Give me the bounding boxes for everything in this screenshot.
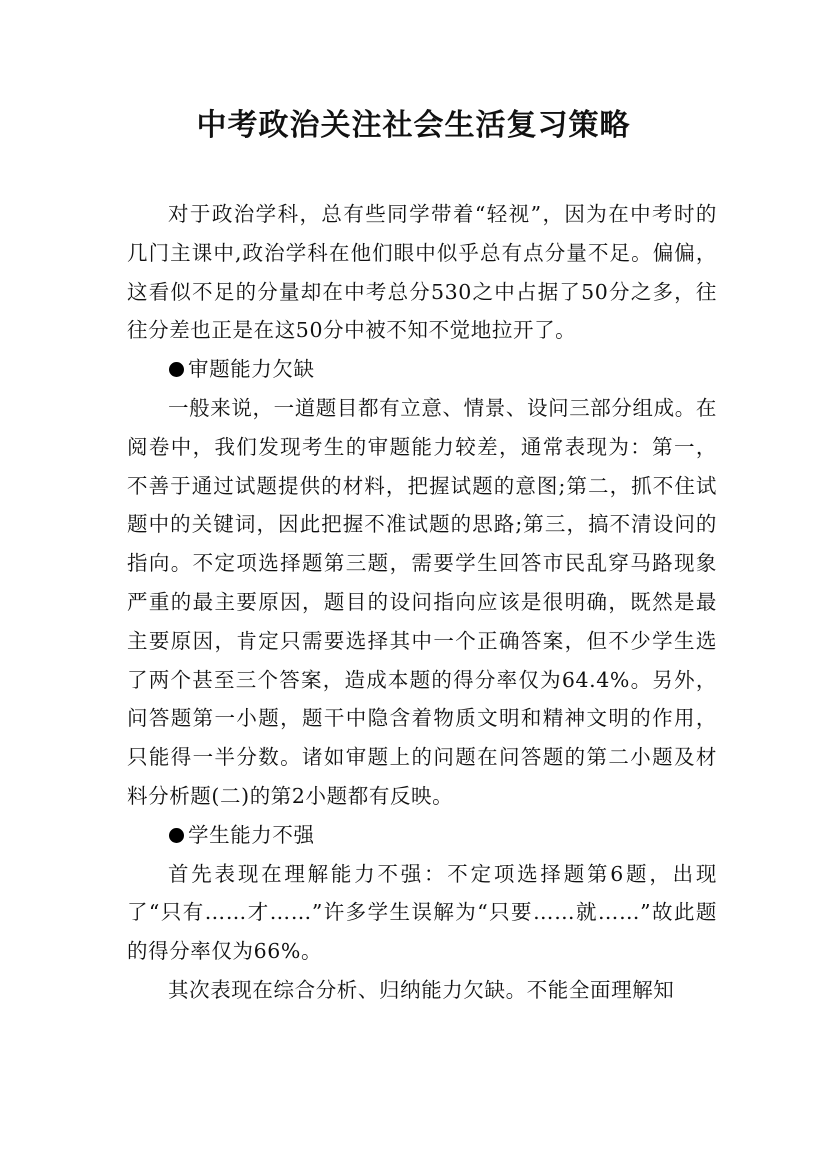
section-paragraph: 首先表现在理解能力不强：不定项选择题第6题，出现了“只有……才……”许多学生误解为“只要……就……”故此题的得分率仅为66%。 — [127, 861, 717, 964]
bullet-icon — [169, 828, 184, 843]
section-heading-review-ability — [127, 350, 717, 389]
intro-paragraph: 对于政治学科，总有些同学带着“轻视”，因为在中考时的几门主课中,政治学科在他们眼中似乎总有点分量不足。偏偏，这看似不足的分量却在中考总分530之中占据了50分之多，往往分差也正是在这50分中被不知不觉地拉开了。 — [127, 202, 717, 343]
section-paragraph: 一般来说，一道题目都有立意、情景、设问三部分组成。在阅卷中，我们发现考生的审题能力较差，通常表现为：第一，不善于通过试题提供的材料，把握试题的意图;第二，抓不住试题中的关键词，因此把握不准试题的思路;第三，搞不清设问的指向。不定项选择题第三题，需要学生回答市民乱穿马路现象严重的最主要原因，题目的设问指向应该是很明确，既然是最主要原因，肯定只需要选择其中一个正确答案，但不少学生选了两个甚至三个答案，造成本题的得分率仅为64.4%。另外，问答题第一小题，题干中隐含着物质文明和精神文明的作用，只能得一半分数。诸如审题上的问题在问答题的第二小题及材料分析题(二)的第2小题都有反映。 — [127, 395, 717, 808]
section-heading-label: 学生能力不强 — [188, 822, 315, 847]
section-heading-label: 审题能力欠缺 — [188, 357, 315, 382]
document-body — [127, 195, 717, 1010]
document-title: 中考政治关注社会生活复习策略 — [196, 108, 631, 143]
section-heading-student-ability — [127, 816, 717, 855]
bullet-icon — [169, 362, 184, 377]
section-paragraph: 其次表现在综合分析、归纳能力欠缺。不能全面理解知 — [168, 977, 675, 1002]
